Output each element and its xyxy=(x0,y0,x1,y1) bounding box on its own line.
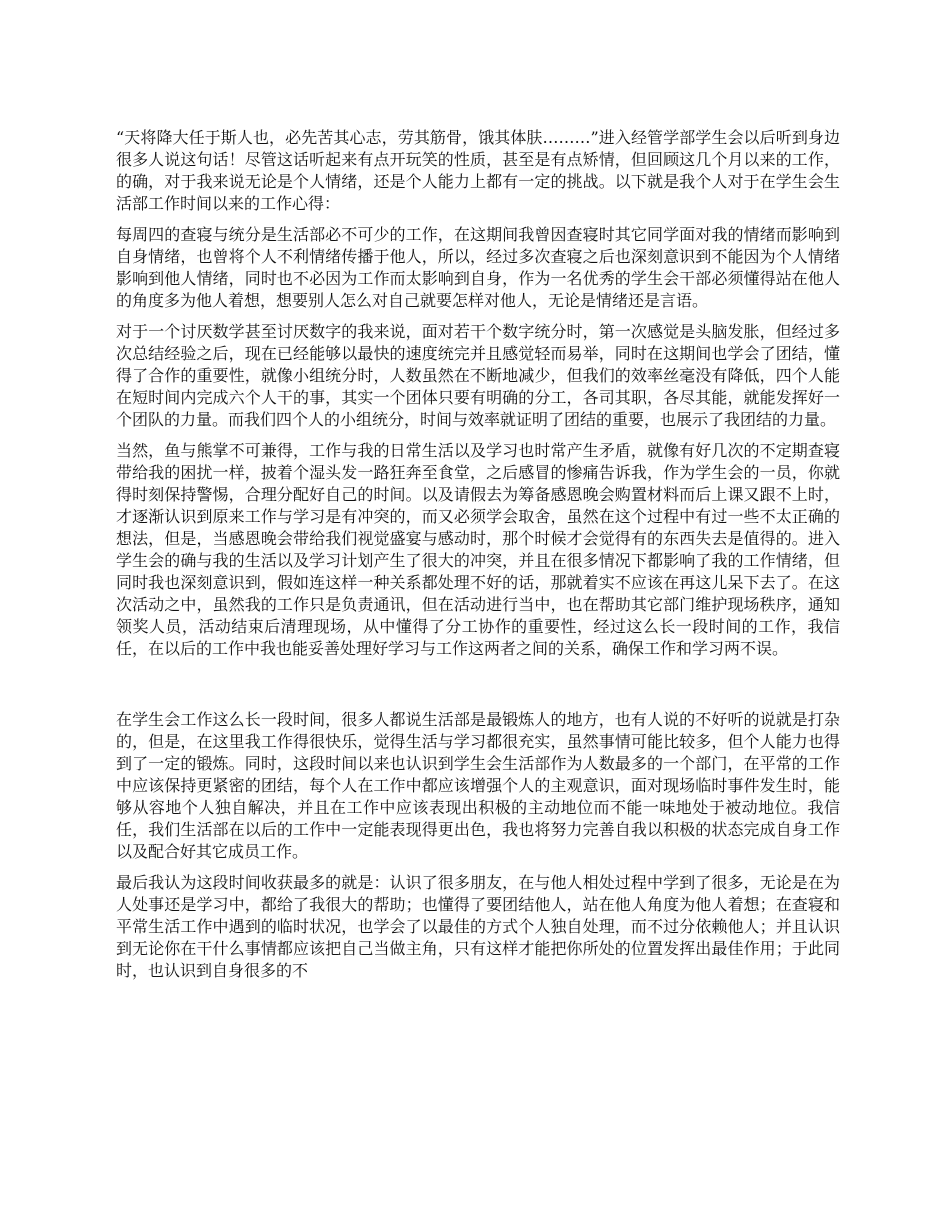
document-body xyxy=(116,127,840,991)
paragraph-conclusion: 最后我认为这段时间收获最多的就是：认识了很多朋友，在与他人相处过程中学到了很多，无论是在为人处事还是学习中，都给了我很大的帮助；也懂得了要团结他人，站在他人角度为他人着想；在查寝和平常生活工作中遇到的临时状况，也学会了以最佳的方式个人独自处理，而不过分依赖他人；并且认识到无论你在干什么事情都应该把自己当做主角，只有这样才能把你所处的位置发挥出最佳作用；于此同时，也认识到自身很多的不 xyxy=(116,873,840,980)
section-gap xyxy=(116,669,840,709)
paragraph-room-inspection: 每周四的查寝与统分是生活部必不可少的工作，在这期间我曾因查寝时其它同学面对我的情绪而影响到自身情绪，也曾将个人不利情绪传播于他人，所以，经过多次查寝之后也深刻意识到不能因为个人情绪影响到他人情绪，同时也不必因为工作而太影响到自身，作为一名优秀的学生会干部必须懂得站在他人的角度多为他人着想，想要别人怎么对自己就要怎样对他人，无论是情绪还是言语。 xyxy=(116,225,840,310)
paragraph-intro: “天将降大任于斯人也，必先苦其心志，劳其筋骨，饿其体肤………”进入经管学部学生会以后听到身边很多人说这句话！尽管这话听起来有点开玩笑的性质，甚至是有点矫情，但回顾这几个月以来的工作，的确，对于我来说无论是个人情绪，还是个人能力上都有一定的挑战。以下就是我个人对于在学生会生活部工作时间以来的工作心得： xyxy=(116,128,840,213)
paragraph-reflection: 在学生会工作这么长一段时间，很多人都说生活部是最锻炼人的地方，也有人说的不好听的说就是打杂的，但是，在这里我工作得很快乐，觉得生活与学习都很充实，虽然事情可能比较多，但个人能力也得到了一定的锻炼。同时，这段时间以来也认识到学生会生活部作为人数最多的一个部门，在平常的工作中应该保持更紧密的团结，每个人在工作中都应该增强个人的主观意识，面对现场临时事件发生时，能够从容地个人独自解决，并且在工作中应该表现出积极的主动地位而不能一味地处于被动地位。我信任，我们生活部在以后的工作中一定能表现得更出色，我也将努力完善自我以积极的状态完成自身工作以及配合好其它成员工作。 xyxy=(116,710,840,861)
paragraph-work-study-balance: 当然，鱼与熊掌不可兼得，工作与我的日常生活以及学习也时常产生矛盾，就像有好几次的不定期查寝带给我的困扰一样，披着个湿头发一路狂奔至食堂，之后感冒的惨痛告诉我，作为学生会的一员，你就得时刻保持警惕，合理分配好自己的时间。以及请假去为筹备感恩晚会购置材料而后上课又跟不上时，才逐渐认识到原来工作与学习是有冲突的，而又必须学会取舍，虽然在这个过程中有过一些不太正确的想法，但是，当感恩晚会带给我们视觉盛宴与感动时，那个时候才会觉得有的东西失去是值得的。进入学生会的确与我的生活以及学习计划产生了很大的冲突，并且在很多情况下都影响了我的工作情绪，但同时我也深刻意识到，假如连这样一种关系都处理不好的话，那就着实不应该在再这儿呆下去了。在这次活动之中，虽然我的工作只是负责通讯，但在活动进行当中，也在帮助其它部门维护现场秩序，通知领奖人员，活动结束后清理现场，从中懂得了分工协作的重要性，经过这么长一段时间的工作，我信任，在以后的工作中我也能妥善处理好学习与工作这两者之间的关系，确保工作和学习两不误。 xyxy=(116,441,840,658)
paragraph-score-counting: 对于一个讨厌数学甚至讨厌数字的我来说，面对若干个数字统分时，第一次感觉是头脑发胀，但经过多次总结经验之后，现在已经能够以最快的速度统完并且感觉轻而易举，同时在这期间也学会了团结，懂得了合作的重要性，就像小组统分时，人数虽然在不断地减少，但我们的效率丝毫没有降低，四个人能在短时间内完成六个人干的事，其实一个团体只要有明确的分工，各司其职，各尽其能，就能发挥好一个团队的力量。而我们四个人的小组统分，时间与效率就证明了团结的重要，也展示了我团结的力量。 xyxy=(116,322,840,429)
